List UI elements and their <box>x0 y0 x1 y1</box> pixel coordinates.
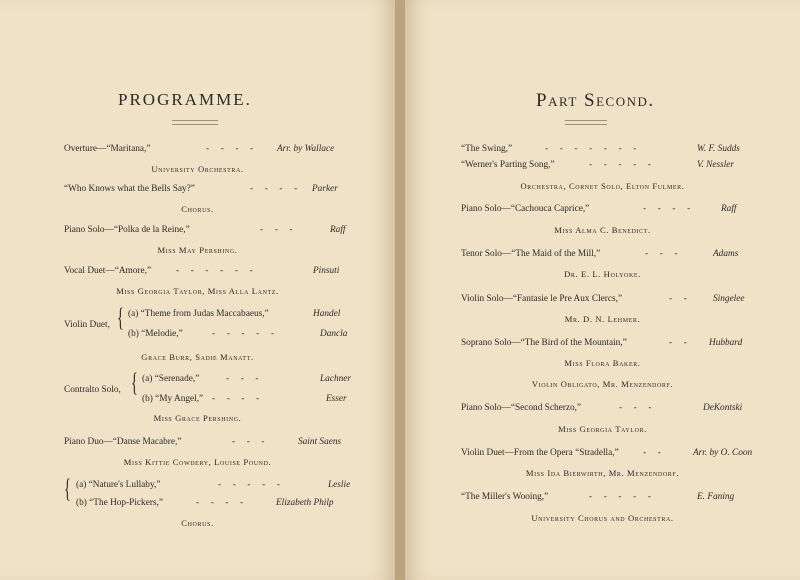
item-cachouca: Piano Solo—“Cachouca Caprice,” <box>461 204 590 214</box>
item-amore: Vocal Duet—“Amore,” <box>64 266 152 276</box>
item-fantasie: Violin Solo—“Fantasie le Pre Aux Clercs,” <box>461 294 623 304</box>
sub-item: (b) “My Angel,” <box>142 394 204 404</box>
sub-item: (b) “The Hop-Pickers,” <box>76 498 163 508</box>
composer: Parker <box>312 184 338 194</box>
dashes: - - - - <box>206 144 254 154</box>
item-werner: “Werner's Parting Song,” <box>461 160 555 170</box>
brace-icon: { <box>64 474 71 503</box>
composer: Lachner <box>320 374 351 384</box>
book-gutter <box>395 0 405 580</box>
composer: Esser <box>326 394 347 404</box>
performer: Violin Obligato, Mr. Menzendorf. <box>531 379 674 389</box>
composer: Hubbard <box>709 338 743 348</box>
part-second-title: Part Second. <box>536 90 655 111</box>
dashes: - - - - <box>250 184 298 194</box>
composer: Raff <box>721 204 737 214</box>
composer: DeKontski <box>703 403 743 413</box>
dashes: - - - <box>232 437 265 447</box>
item-swing: “The Swing,” <box>461 144 513 154</box>
dashes: - - - <box>226 374 259 384</box>
performer: University Chorus and Orchestra. <box>531 513 674 523</box>
dashes: - - - - <box>212 394 260 404</box>
right-page <box>405 0 800 580</box>
performer: Miss Kittie Cowdery, Louise Pound. <box>123 457 272 467</box>
programme-title: PROGRAMME. <box>118 90 252 109</box>
dashes: - - - - - <box>218 480 280 490</box>
brace-icon: { <box>131 368 138 397</box>
item-danse-macabre: Piano Duo—“Danse Macabre,” <box>64 437 182 447</box>
sub-item: (a) “Serenade,” <box>142 374 200 384</box>
dashes: - - - <box>260 225 293 235</box>
sub-item: (b) “Melodie,” <box>128 329 183 339</box>
dashes: - - - - - <box>212 329 274 339</box>
composer: Elizabeth Philp <box>276 498 334 508</box>
performer: Dr. E. L. Holyoke. <box>564 269 641 279</box>
dashes: - - <box>643 448 661 458</box>
performer: Miss Ida Bierwirth, Mr. Menzendorf. <box>525 468 680 478</box>
item-millers-wooing: “The Miller's Wooing,” <box>461 492 549 502</box>
performer: University Orchestra. <box>151 164 244 174</box>
dashes: - - - - - - <box>176 266 253 276</box>
dashes: - - - - - - - <box>545 144 637 154</box>
composer: Dancla <box>320 329 348 339</box>
item-second-scherzo: Piano Solo—“Second Scherzo,” <box>461 403 582 413</box>
composer: Singelee <box>713 294 745 304</box>
dashes: - - - - - <box>589 160 651 170</box>
brace-icon: { <box>117 303 124 332</box>
performer: Miss Georgia Taylor, Miss Alla Lantz. <box>116 286 279 296</box>
composer: Handel <box>313 309 341 319</box>
title-ornament <box>565 120 607 125</box>
composer: V. Nessler <box>697 160 735 170</box>
dashes: - - - <box>619 403 652 413</box>
dashes: - - - - <box>643 204 691 214</box>
item-bells: “Who Knows what the Bells Say?” <box>64 184 195 194</box>
performer: Miss Georgia Taylor. <box>558 424 647 434</box>
composer: Adams <box>713 249 739 259</box>
left-page <box>0 0 395 580</box>
item-bird-of-mountain: Soprano Solo—“The Bird of the Mountain,” <box>461 338 627 348</box>
composer: W. F. Sudds <box>697 144 740 154</box>
composer: E. Faning <box>697 492 735 502</box>
composer: Arr. by O. Coon <box>693 448 753 458</box>
item-violin-duet: Violin Duet, <box>64 320 110 330</box>
sub-item: (a) “Nature's Lullaby,” <box>76 480 161 490</box>
item-contralto: Contralto Solo, <box>64 385 121 395</box>
dashes: - - <box>669 294 687 304</box>
title-ornament <box>172 120 218 125</box>
performer: Chorus. <box>181 518 214 528</box>
item-maid-of-mill: Tenor Solo—“The Maid of the Mill,” <box>461 249 601 259</box>
performer: Mr. D. N. Lehmer. <box>564 314 641 324</box>
composer: Raff <box>330 225 346 235</box>
composer: Pinsuti <box>313 266 340 276</box>
item-stradella: Violin Duet—From the Opera “Stradella,” <box>461 448 619 458</box>
performer: Chorus. <box>181 204 214 214</box>
performer: Grace Burr, Sadie Manatt. <box>141 352 254 362</box>
performer: Miss Alma C. Benedict. <box>554 225 651 235</box>
composer: Arr. by Wallace <box>277 144 335 154</box>
dashes: - - - <box>645 249 678 259</box>
dashes: - - - - <box>196 498 244 508</box>
dashes: - - - - - <box>589 492 651 502</box>
composer: Saint Saens <box>298 437 342 447</box>
item-overture: Overture—“Maritana,” <box>64 144 151 154</box>
composer: Leslie <box>328 480 351 490</box>
performer: Orchestra, Cornet Solo, Elton Fulmer. <box>520 181 685 191</box>
performer: Miss Grace Pershing. <box>153 413 242 423</box>
performer: Miss May Pershing. <box>157 245 238 255</box>
sub-item: (a) “Theme from Judas Maccabaeus,” <box>128 309 269 319</box>
dashes: - - <box>669 338 687 348</box>
performer: Miss Flora Baker. <box>564 358 641 368</box>
item-polka: Piano Solo—“Polka de la Reine,” <box>64 225 190 235</box>
